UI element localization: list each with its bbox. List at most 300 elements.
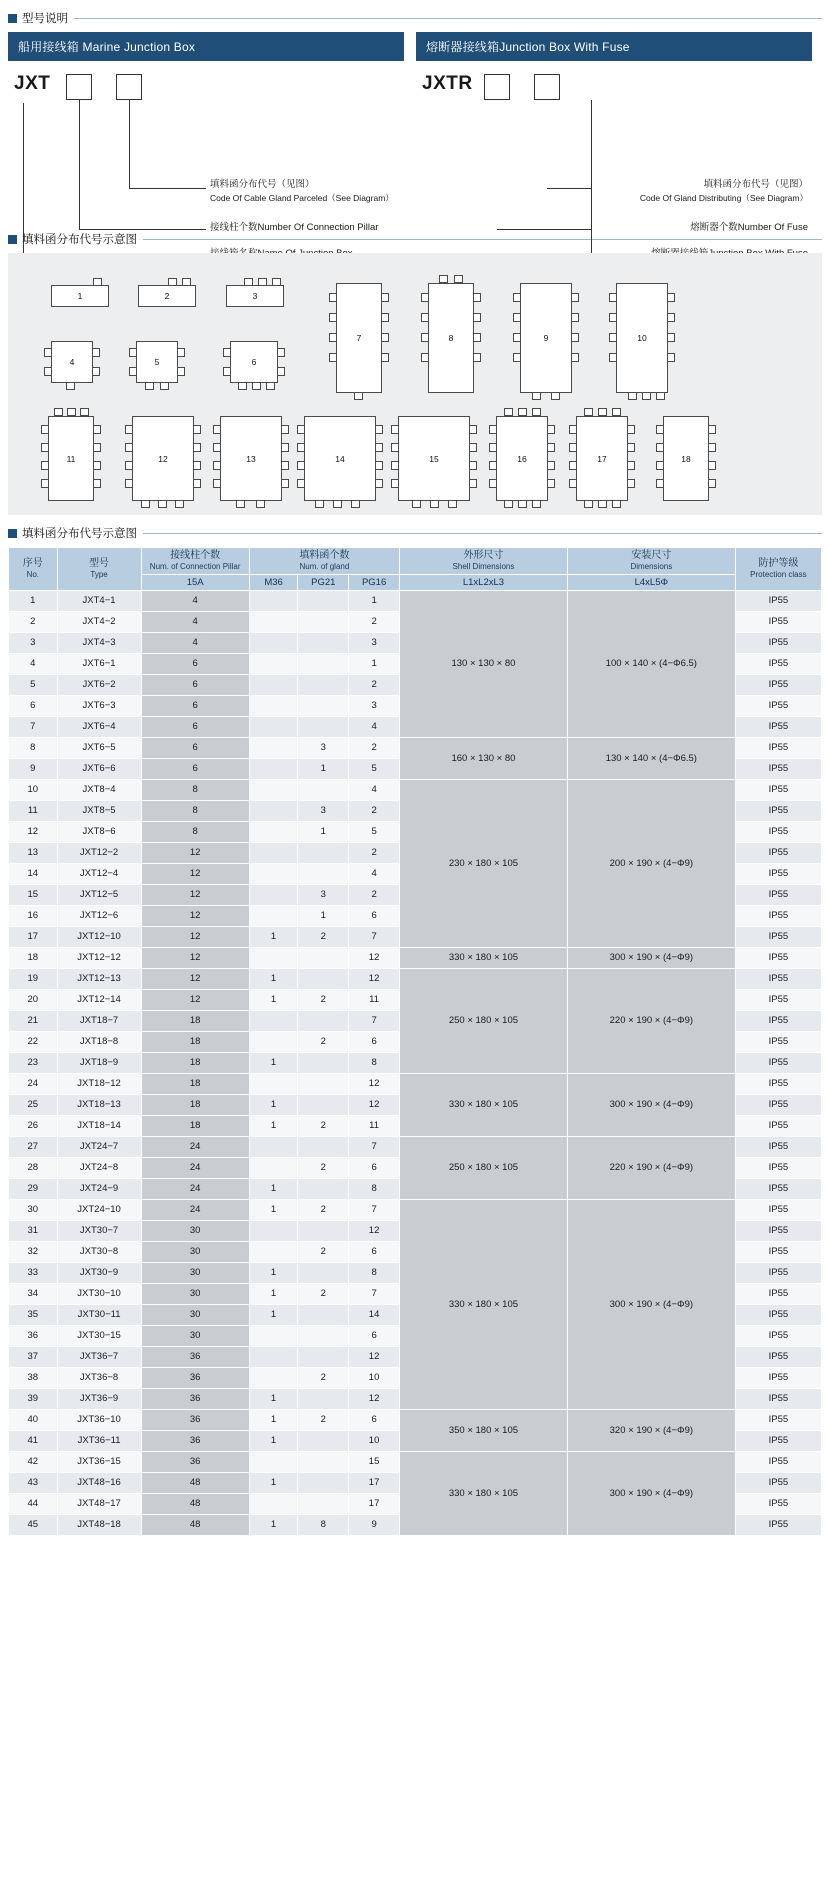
gland-port: [627, 479, 635, 488]
gland-port: [381, 313, 389, 322]
gland-port: [66, 382, 75, 390]
cell-pg21: [298, 779, 349, 800]
gland-port: [708, 443, 716, 452]
gland-port: [92, 348, 100, 357]
cell-pg21: [298, 1073, 349, 1094]
cell-pillar-15a: 30: [141, 1241, 249, 1262]
label-fuse-count: 熔断器个数Number Of Fuse: [690, 222, 808, 233]
model-code-panels: [0, 32, 830, 233]
cell-mounting-dimensions: 200 × 190 × (4−Φ9): [567, 779, 735, 947]
gland-port: [223, 348, 231, 357]
gland-port: [277, 367, 285, 376]
cell-no: 9: [9, 758, 58, 779]
cell-pg21: 1: [298, 821, 349, 842]
cell-protection-class: IP55: [735, 1514, 821, 1535]
cell-type: JXT30−11: [57, 1304, 141, 1325]
cell-no: 14: [9, 863, 58, 884]
cell-pillar-15a: 6: [141, 695, 249, 716]
gland-shape-number: 13: [246, 453, 256, 464]
label-gland-code-en: Code Of Cable Gland Parceled（See Diagram）: [210, 193, 394, 203]
cell-no: 45: [9, 1514, 58, 1535]
cell-m36: [249, 674, 298, 695]
cell-m36: 1: [249, 968, 298, 989]
gland-port: [547, 479, 555, 488]
gland-port: [571, 293, 579, 302]
cell-no: 44: [9, 1493, 58, 1514]
gland-port: [125, 479, 133, 488]
cell-protection-class: IP55: [735, 1052, 821, 1073]
cell-shell-dimensions: 330 × 180 × 105: [400, 947, 568, 968]
th-pillar-en: Num. of Connection Pillar: [149, 562, 241, 571]
gland-port: [193, 479, 201, 488]
gland-port: [244, 278, 253, 286]
cell-pg16: 12: [349, 1220, 400, 1241]
gland-shape-number: 14: [335, 453, 345, 464]
cell-protection-class: IP55: [735, 632, 821, 653]
cell-type: JXT12−12: [57, 947, 141, 968]
cell-pg21: 2: [298, 1409, 349, 1430]
cell-protection-class: IP55: [735, 779, 821, 800]
table-row: [9, 947, 822, 968]
gland-port: [609, 313, 617, 322]
code-body-fuse: [416, 61, 812, 233]
label-gland-code-cn-2: 填料函分布代号（见图）: [703, 179, 808, 190]
cell-pillar-15a: 30: [141, 1304, 249, 1325]
cell-m36: [249, 1367, 298, 1388]
gland-port: [569, 479, 577, 488]
cell-pillar-15a: 6: [141, 674, 249, 695]
cell-pillar-15a: 48: [141, 1514, 249, 1535]
gland-port: [547, 425, 555, 434]
cell-type: JXT6−5: [57, 737, 141, 758]
gland-shape-number: 10: [637, 333, 647, 343]
cell-pillar-15a: 36: [141, 1346, 249, 1367]
cell-type: JXT36−11: [57, 1430, 141, 1451]
cell-pillar-15a: 8: [141, 800, 249, 821]
gland-shape-number: 3: [252, 291, 258, 301]
gland-port: [656, 392, 665, 400]
cell-type: JXT18−14: [57, 1115, 141, 1136]
gland-port: [513, 333, 521, 342]
cell-mounting-dimensions: 220 × 190 × (4−Φ9): [567, 968, 735, 1073]
cell-pillar-15a: 24: [141, 1199, 249, 1220]
cell-pg16: 4: [349, 863, 400, 884]
gland-port: [375, 461, 383, 470]
cell-m36: 1: [249, 1262, 298, 1283]
gland-port: [628, 392, 637, 400]
th-shell-sub: L1xL2xL3: [400, 574, 568, 590]
gland-port: [571, 313, 579, 322]
cell-m36: [249, 1220, 298, 1241]
cell-protection-class: IP55: [735, 1388, 821, 1409]
gland-port: [469, 425, 477, 434]
th-type-en: Type: [90, 570, 108, 580]
cell-pillar-15a: 18: [141, 1115, 249, 1136]
cell-type: JXT30−9: [57, 1262, 141, 1283]
th-no-cn: 序号: [22, 558, 43, 570]
table-row: [9, 1073, 822, 1094]
cell-pg16: 2: [349, 674, 400, 695]
cell-protection-class: IP55: [735, 1010, 821, 1031]
gland-port: [213, 479, 221, 488]
cell-type: JXT24−8: [57, 1157, 141, 1178]
cell-type: JXT12−10: [57, 926, 141, 947]
cell-protection-class: IP55: [735, 863, 821, 884]
gland-port: [656, 443, 664, 452]
cell-pg21: [298, 1493, 349, 1514]
cell-type: JXT36−10: [57, 1409, 141, 1430]
cell-m36: [249, 800, 298, 821]
code-box-2[interactable]: [116, 74, 142, 100]
cell-pillar-15a: 6: [141, 758, 249, 779]
cell-pillar-15a: 48: [141, 1472, 249, 1493]
gland-port: [612, 500, 621, 508]
cell-pg21: 8: [298, 1514, 349, 1535]
cell-pg16: 8: [349, 1262, 400, 1283]
cell-protection-class: IP55: [735, 674, 821, 695]
code-box-4[interactable]: [534, 74, 560, 100]
cell-pg16: 17: [349, 1472, 400, 1493]
cell-type: JXT36−7: [57, 1346, 141, 1367]
cell-pg16: 8: [349, 1052, 400, 1073]
cell-pillar-15a: 30: [141, 1262, 249, 1283]
cell-pg21: [298, 968, 349, 989]
gland-port: [93, 479, 101, 488]
cell-pg16: 12: [349, 947, 400, 968]
divider: [74, 18, 822, 19]
cell-pg21: [298, 653, 349, 674]
cell-type: JXT12−4: [57, 863, 141, 884]
cell-no: 3: [9, 632, 58, 653]
gland-port: [513, 353, 521, 362]
cell-pg16: 7: [349, 1283, 400, 1304]
cell-pg16: 1: [349, 653, 400, 674]
cell-pg16: 4: [349, 716, 400, 737]
cell-m36: [249, 884, 298, 905]
cell-pillar-15a: 18: [141, 1073, 249, 1094]
section-title: 填料函分布代号示意图: [22, 234, 137, 246]
panel-title-marine: 船用接线箱 Marine Junction Box: [8, 32, 404, 61]
gland-port: [375, 425, 383, 434]
cell-shell-dimensions: 330 × 180 × 105: [400, 1199, 568, 1409]
gland-port: [93, 461, 101, 470]
gland-port: [430, 500, 439, 508]
cell-no: 15: [9, 884, 58, 905]
gland-port: [504, 408, 513, 416]
cell-type: JXT30−8: [57, 1241, 141, 1262]
cell-protection-class: IP55: [735, 1325, 821, 1346]
gland-port: [41, 425, 49, 434]
gland-shape-number: 7: [356, 333, 362, 343]
cell-pg16: 7: [349, 1010, 400, 1031]
cell-no: 36: [9, 1325, 58, 1346]
cell-shell-dimensions: 330 × 180 × 105: [400, 1451, 568, 1535]
code-body-marine: [8, 61, 404, 233]
cell-pg21: 2: [298, 926, 349, 947]
gland-shape-number: 15: [429, 453, 439, 464]
cell-type: JXT30−15: [57, 1325, 141, 1346]
gland-shape-number: 12: [158, 453, 168, 464]
cell-pg16: 5: [349, 821, 400, 842]
cell-no: 13: [9, 842, 58, 863]
cell-shell-dimensions: 350 × 180 × 105: [400, 1409, 568, 1451]
cell-protection-class: IP55: [735, 1346, 821, 1367]
cell-pg21: 2: [298, 989, 349, 1010]
cell-pg21: [298, 947, 349, 968]
th-shell: [400, 548, 568, 575]
cell-protection-class: IP55: [735, 737, 821, 758]
model-prefix-jxt: JXT: [14, 73, 51, 94]
cell-m36: [249, 716, 298, 737]
th-gland-en: Num. of gland: [299, 562, 350, 571]
gland-port: [281, 479, 289, 488]
gland-shape-9: [520, 283, 572, 393]
gland-port: [145, 382, 154, 390]
model-prefix-jxtr: JXTR: [422, 73, 473, 94]
label-pillar-count: 接线柱个数Number Of Connection Pillar: [210, 222, 379, 233]
cell-type: JXT18−7: [57, 1010, 141, 1031]
label-gland-code-cn: 填料函分布代号（见图）: [210, 179, 315, 190]
cell-shell-dimensions: 130 × 130 × 80: [400, 590, 568, 737]
gland-shape-2: [138, 285, 196, 307]
gland-port: [354, 392, 363, 400]
cell-pg16: 17: [349, 1493, 400, 1514]
section-title: 填料函分布代号示意图: [22, 528, 137, 540]
cell-m36: [249, 1451, 298, 1472]
cell-m36: [249, 863, 298, 884]
cell-type: JXT36−9: [57, 1388, 141, 1409]
gland-port: [129, 367, 137, 376]
gland-port: [667, 293, 675, 302]
cell-protection-class: IP55: [735, 1451, 821, 1472]
th-protection-en: Protection class: [750, 570, 807, 580]
cell-no: 43: [9, 1472, 58, 1493]
gland-shape-number: 11: [66, 453, 76, 464]
gland-port: [41, 461, 49, 470]
cell-m36: [249, 653, 298, 674]
cell-pg16: 3: [349, 695, 400, 716]
cell-no: 33: [9, 1262, 58, 1283]
gland-port: [44, 367, 52, 376]
cell-m36: [249, 632, 298, 653]
cell-type: JXT8−6: [57, 821, 141, 842]
cell-pg21: 2: [298, 1157, 349, 1178]
gland-port: [277, 348, 285, 357]
gland-port: [252, 382, 261, 390]
gland-port: [125, 461, 133, 470]
gland-port: [129, 348, 137, 357]
cell-protection-class: IP55: [735, 884, 821, 905]
th-pillar-cn: 接线柱个数: [170, 550, 221, 561]
gland-port: [667, 313, 675, 322]
cell-pg16: 12: [349, 1346, 400, 1367]
cell-pg16: 2: [349, 800, 400, 821]
th-protection: [735, 548, 821, 591]
cell-type: JXT18−8: [57, 1031, 141, 1052]
gland-port: [489, 425, 497, 434]
th-type-cn: 型号: [89, 558, 110, 570]
cell-m36: 1: [249, 1388, 298, 1409]
cell-pg21: 2: [298, 1283, 349, 1304]
cell-m36: 1: [249, 1514, 298, 1535]
cell-pg21: [298, 1262, 349, 1283]
cell-type: JXT4−1: [57, 590, 141, 611]
gland-port: [421, 293, 429, 302]
cell-pillar-15a: 36: [141, 1430, 249, 1451]
cell-pg16: 6: [349, 1325, 400, 1346]
gland-port: [609, 353, 617, 362]
th-no: [9, 548, 58, 591]
cell-no: 40: [9, 1409, 58, 1430]
cell-protection-class: IP55: [735, 1283, 821, 1304]
gland-port: [67, 408, 76, 416]
cell-pillar-15a: 18: [141, 1031, 249, 1052]
cell-type: JXT4−2: [57, 611, 141, 632]
gland-port: [584, 500, 593, 508]
cell-m36: 1: [249, 1409, 298, 1430]
gland-port: [547, 443, 555, 452]
cell-pillar-15a: 36: [141, 1409, 249, 1430]
cell-no: 28: [9, 1157, 58, 1178]
cell-type: JXT12−5: [57, 884, 141, 905]
cell-type: JXT48−17: [57, 1493, 141, 1514]
gland-port: [469, 443, 477, 452]
gland-port: [297, 425, 305, 434]
gland-port: [315, 500, 324, 508]
gland-port: [281, 425, 289, 434]
gland-port: [421, 353, 429, 362]
cell-pillar-15a: 12: [141, 989, 249, 1010]
gland-port: [571, 333, 579, 342]
cell-type: JXT12−13: [57, 968, 141, 989]
cell-protection-class: IP55: [735, 1304, 821, 1325]
cell-protection-class: IP55: [735, 947, 821, 968]
cell-protection-class: IP55: [735, 1241, 821, 1262]
spec-table-wrap: [0, 547, 830, 1536]
cell-type: JXT48−16: [57, 1472, 141, 1493]
cell-pg21: [298, 842, 349, 863]
cell-protection-class: IP55: [735, 1073, 821, 1094]
cell-pg21: [298, 1094, 349, 1115]
gland-port: [281, 443, 289, 452]
cell-pg21: 2: [298, 1241, 349, 1262]
cell-pillar-15a: 4: [141, 632, 249, 653]
cell-pg16: 12: [349, 1094, 400, 1115]
gland-shape-18: [663, 416, 709, 501]
cell-no: 19: [9, 968, 58, 989]
cell-no: 5: [9, 674, 58, 695]
gland-port: [125, 425, 133, 434]
gland-shape-number: 17: [597, 453, 607, 464]
cell-m36: 1: [249, 1304, 298, 1325]
gland-port: [41, 479, 49, 488]
gland-port: [667, 333, 675, 342]
table-row: [9, 590, 822, 611]
gland-port: [454, 275, 463, 283]
gland-port: [297, 443, 305, 452]
cell-pg16: 7: [349, 926, 400, 947]
gland-port: [92, 367, 100, 376]
cell-no: 24: [9, 1073, 58, 1094]
gland-port: [256, 500, 265, 508]
cell-pg16: 4: [349, 779, 400, 800]
cell-pillar-15a: 36: [141, 1451, 249, 1472]
cell-pg16: 2: [349, 842, 400, 863]
cell-no: 42: [9, 1451, 58, 1472]
cell-pg21: 1: [298, 758, 349, 779]
cell-no: 4: [9, 653, 58, 674]
gland-shape-number: 1: [77, 291, 83, 301]
cell-shell-dimensions: 230 × 180 × 105: [400, 779, 568, 947]
gland-port: [518, 500, 527, 508]
gland-port: [569, 425, 577, 434]
gland-port: [609, 293, 617, 302]
cell-no: 2: [9, 611, 58, 632]
gland-port: [598, 408, 607, 416]
cell-protection-class: IP55: [735, 758, 821, 779]
cell-type: JXT24−10: [57, 1199, 141, 1220]
gland-port: [571, 353, 579, 362]
cell-pillar-15a: 30: [141, 1220, 249, 1241]
gland-port: [381, 293, 389, 302]
cell-protection-class: IP55: [735, 1115, 821, 1136]
cell-type: JXT6−1: [57, 653, 141, 674]
gland-port: [473, 313, 481, 322]
table-header: [9, 548, 822, 591]
code-box-1[interactable]: [66, 74, 92, 100]
cell-m36: 1: [249, 1199, 298, 1220]
cell-m36: [249, 590, 298, 611]
cell-type: JXT6−6: [57, 758, 141, 779]
cell-pg16: 2: [349, 737, 400, 758]
cell-no: 17: [9, 926, 58, 947]
cell-protection-class: IP55: [735, 1430, 821, 1451]
code-box-3[interactable]: [484, 74, 510, 100]
cell-protection-class: IP55: [735, 926, 821, 947]
cell-pg21: [298, 1346, 349, 1367]
cell-pg21: [298, 1220, 349, 1241]
gland-port: [213, 443, 221, 452]
cell-pg16: 14: [349, 1304, 400, 1325]
th-protection-cn: 防护等级: [758, 558, 799, 570]
gland-port: [44, 348, 52, 357]
cell-pg16: 15: [349, 1451, 400, 1472]
cell-type: JXT18−12: [57, 1073, 141, 1094]
cell-pillar-15a: 18: [141, 1052, 249, 1073]
cell-no: 8: [9, 737, 58, 758]
gland-port: [439, 275, 448, 283]
cell-no: 10: [9, 779, 58, 800]
th-mount: [567, 548, 735, 575]
cell-m36: 1: [249, 1430, 298, 1451]
table-row: [9, 779, 822, 800]
cell-protection-class: IP55: [735, 821, 821, 842]
gland-port: [518, 408, 527, 416]
cell-m36: 1: [249, 1178, 298, 1199]
gland-port: [569, 461, 577, 470]
gland-port: [160, 382, 169, 390]
gland-shape-number: 6: [251, 357, 257, 367]
cell-pg16: 3: [349, 632, 400, 653]
cell-pg16: 6: [349, 1409, 400, 1430]
cell-pg16: 12: [349, 968, 400, 989]
cell-protection-class: IP55: [735, 1136, 821, 1157]
cell-protection-class: IP55: [735, 989, 821, 1010]
cell-pg21: [298, 695, 349, 716]
leader-line-fuse-name: [441, 103, 592, 256]
cell-protection-class: IP55: [735, 695, 821, 716]
cell-pg21: [298, 1388, 349, 1409]
